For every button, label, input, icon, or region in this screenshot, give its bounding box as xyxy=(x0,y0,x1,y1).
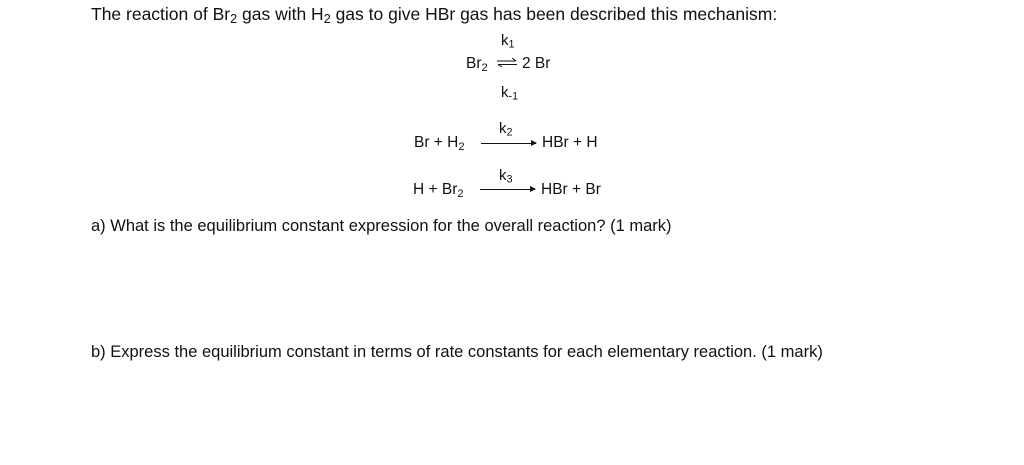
step1-product: 2 Br xyxy=(522,55,551,72)
step2-reactants xyxy=(414,134,465,152)
intro-sub2: 2 xyxy=(323,12,331,27)
equilibrium-arrow-icon xyxy=(497,58,517,67)
question-b: b) Express the equilibrium constant in terms of rate constants for each elementary reaction. (1 mark) xyxy=(91,343,823,361)
step3-arrow-icon xyxy=(480,189,535,190)
step3-product: HBr + Br xyxy=(541,181,601,198)
step2-k-sub: 2 xyxy=(506,126,513,139)
intro-part3: gas to give HBr gas has been described this mechanism: xyxy=(330,4,778,24)
step1-k-reverse-sub: -1 xyxy=(508,90,519,103)
question-a: a) What is the equilibrium constant expression for the overall reaction? (1 mark) xyxy=(91,217,672,235)
step2-k xyxy=(499,120,513,137)
intro-part2: gas with H xyxy=(237,4,324,24)
step3-reactants-text: H + Br xyxy=(413,181,458,198)
intro-text xyxy=(91,4,777,25)
step1-k-forward-symbol: k xyxy=(501,32,509,49)
step1-k-reverse-symbol: k xyxy=(501,84,509,101)
step1-reactant-text: Br xyxy=(466,55,482,72)
step1-k-forward xyxy=(501,32,515,49)
step3-reactants xyxy=(413,181,464,199)
step1-reactant-sub: 2 xyxy=(481,61,488,74)
step1-k-forward-sub: 1 xyxy=(508,38,515,51)
step2-reactants-sub: 2 xyxy=(458,140,465,153)
step3-k-sub: 3 xyxy=(506,173,513,186)
step2-product: HBr + H xyxy=(542,134,598,151)
step3-k-symbol: k xyxy=(499,167,507,184)
step1-k-reverse xyxy=(501,84,518,101)
step2-k-symbol: k xyxy=(499,120,507,137)
intro-part1: The reaction of Br xyxy=(91,4,231,24)
intro-sub1: 2 xyxy=(230,12,238,27)
step2-arrow-icon xyxy=(481,143,536,144)
step2-reactants-text: Br + H xyxy=(414,134,459,151)
step3-reactants-sub: 2 xyxy=(457,187,464,200)
step1-reactant xyxy=(466,55,488,73)
step3-k xyxy=(499,167,513,184)
